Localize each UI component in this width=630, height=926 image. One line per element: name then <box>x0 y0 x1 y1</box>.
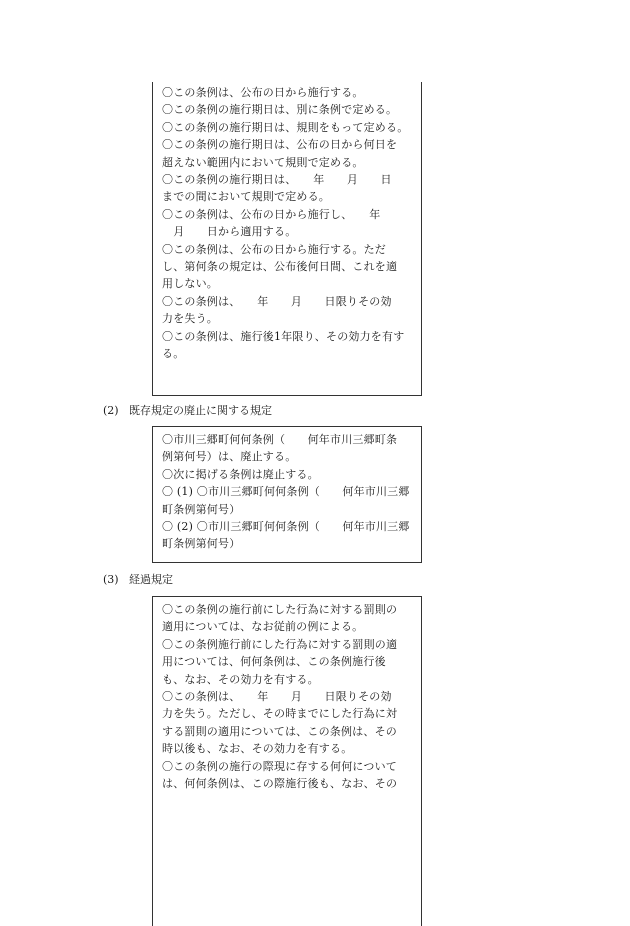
box1-line: る。 <box>162 347 185 361</box>
box3-line: も、なお、その効力を有する。 <box>162 672 319 686</box>
box3-line: 〇この条例は、 年 月 日限りその効 <box>162 690 392 704</box>
box2-line: 町条例第何号） <box>162 502 241 516</box>
box3-line: は、何何条例は、この際施行後も、なお、その <box>162 777 398 791</box>
section-title: 経過規定 <box>129 573 173 586</box>
section-title: 既存規定の廃止に関する規定 <box>129 404 272 417</box>
section-heading-transitional <box>103 571 173 588</box>
provision-box-repeal <box>152 426 422 563</box>
box3-line: 時以後も、なお、その効力を有する。 <box>162 742 353 756</box>
box2-line: 〇 (2) 〇市川三郷町何何条例（ 何年市川三郷 <box>162 520 410 534</box>
box3-line: 適用については、なお従前の例による。 <box>162 620 364 634</box>
box2-line: 町条例第何号） <box>162 537 241 551</box>
box1-line: 〇この条例は、公布の日から施行し、 年 <box>162 207 381 221</box>
box2-line: 〇 (1) 〇市川三郷町何何条例（ 何年市川三郷 <box>162 485 410 499</box>
box3-line: 用については、何何条例は、この条例施行後 <box>162 655 386 669</box>
section-number: (2) <box>103 404 119 417</box>
provision-box-transitional <box>152 596 422 926</box>
box1-line: 〇この条例は、施行後1年限り、その効力を有す <box>162 329 405 343</box>
box1-line: 〇この条例の施行期日は、規則をもって定める。 <box>162 120 409 134</box>
box1-line: 〇この条例の施行期日は、別に条例で定める。 <box>162 103 398 117</box>
box3-line: 〇この条例の施行の際現に存する何何について <box>162 759 397 773</box>
section-number: (3) <box>103 573 119 586</box>
box1-line: 〇この条例は、公布の日から施行する。ただ <box>162 242 386 256</box>
box1-line: までの間において規則で定める。 <box>162 190 330 204</box>
box3-line: 力を失う。ただし、その時までにした行為に対 <box>162 707 398 721</box>
section-heading-repeal <box>103 402 272 419</box>
box1-line: 超えない範囲内において規則で定める。 <box>162 155 364 169</box>
provision-box-enforcement-date <box>152 82 422 396</box>
box3-line: 〇この条例の施行前にした行為に対する罰則の <box>162 603 398 616</box>
box2-line: 例第何号）は、廃止する。 <box>162 450 297 464</box>
box2-line: 〇次に掲げる条例は廃止する。 <box>162 467 319 481</box>
box1-line: 用しない。 <box>162 277 218 291</box>
box1-line: 月 日から適用する。 <box>162 225 297 239</box>
box3-line: 〇この条例施行前にした行為に対する罰則の適 <box>162 637 398 651</box>
box3-line: する罰則の適用については、この条例は、その <box>162 724 397 738</box>
box1-line: 力を失う。 <box>162 312 218 326</box>
box1-line: 〇この条例の施行期日は、 年 月 日 <box>162 173 392 187</box>
box1-line: 〇この条例の施行期日は、公布の日から何日を <box>162 138 398 152</box>
box2-line: 〇市川三郷町何何条例（ 何年市川三郷町条 <box>162 433 398 446</box>
box1-line: 〇この条例は、公布の日から施行する。 <box>162 86 364 99</box>
box1-line: し、第何条の規定は、公布後何日間、これを適 <box>162 260 398 274</box>
box1-line: 〇この条例は、 年 月 日限りその効 <box>162 294 392 308</box>
